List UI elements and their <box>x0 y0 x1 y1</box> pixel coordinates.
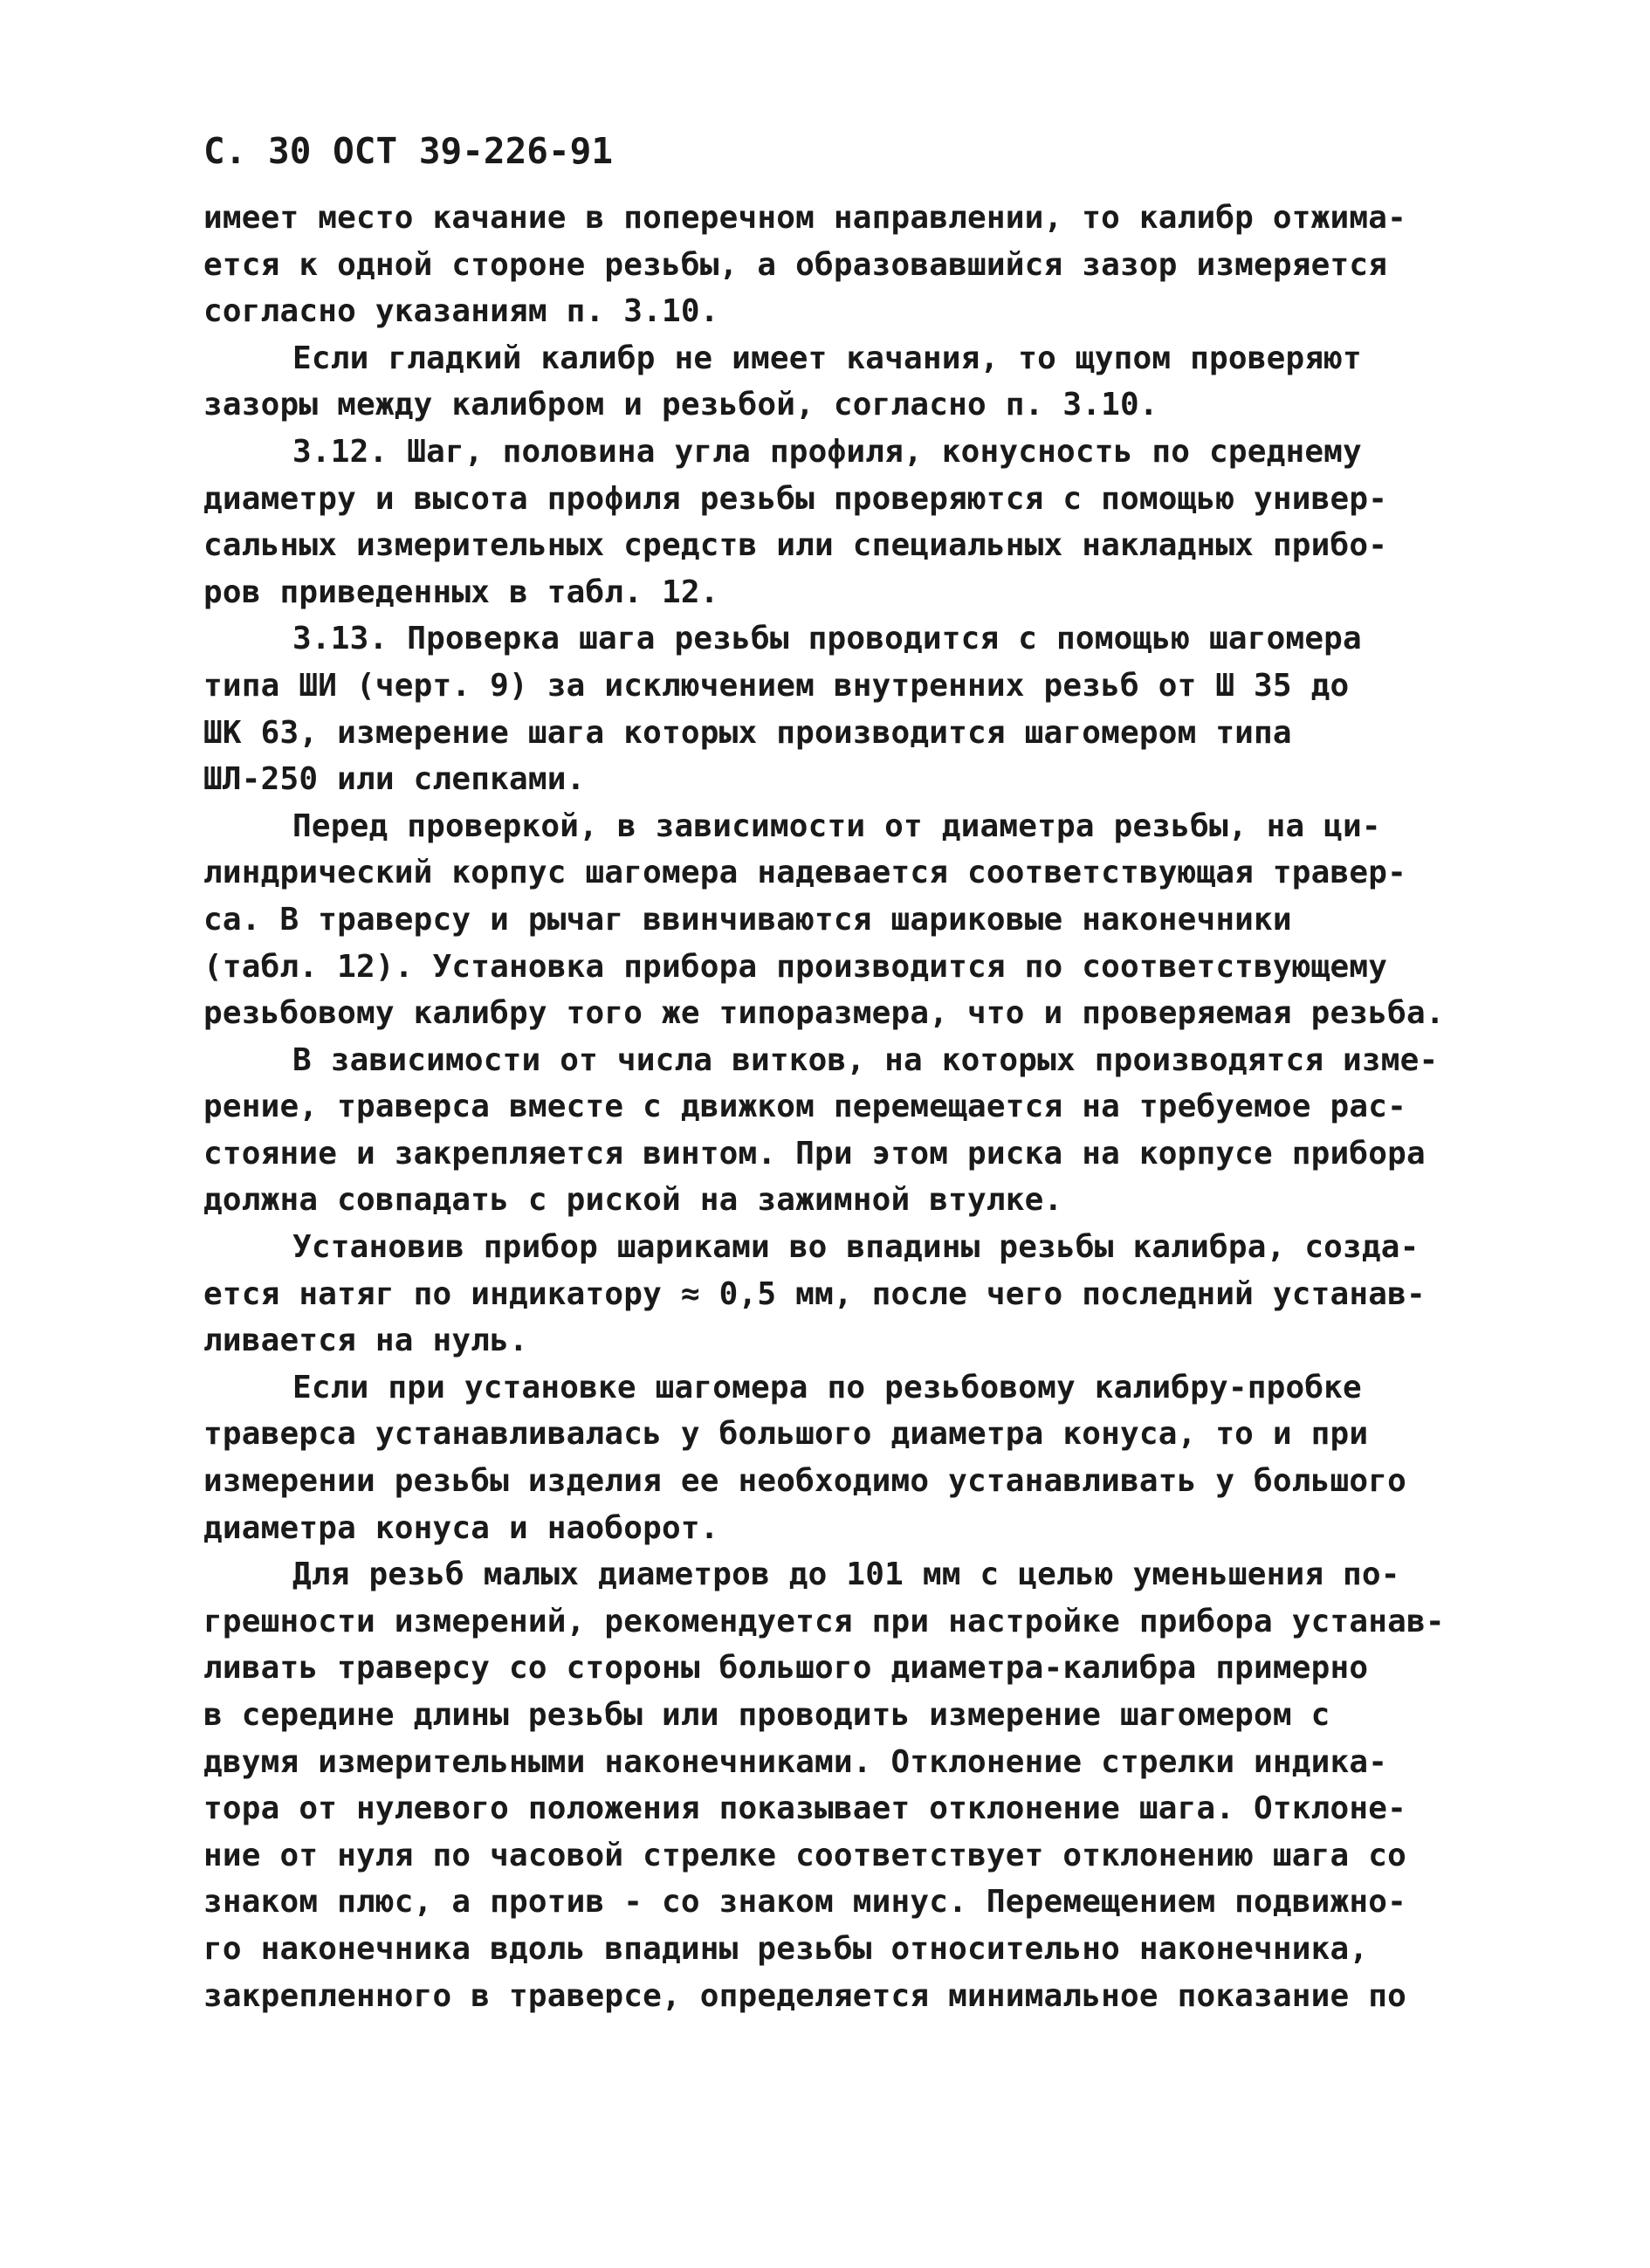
text-line: 3.13. Проверка шага резьбы проводится с помощью шагомера <box>292 621 1362 657</box>
text-line: (табл. 12). Установка прибора производится по соответствующему <box>203 948 1388 985</box>
body-text <box>203 195 1513 2019</box>
text-line: резьбовому калибру того же типоразмера, что и проверяемая резьба. <box>203 995 1445 1032</box>
text-line: ливать траверсу со стороны большого диаметра-калибра примерно <box>203 1650 1369 1687</box>
text-line: Если гладкий калибр не имеет качания, то щупом проверяют <box>292 340 1362 376</box>
text-line: ется натяг по индикатору ≈ 0,5 мм, после чего последний устанав- <box>203 1275 1426 1312</box>
page-header: С. 30 ОСТ 39-226-91 <box>203 130 613 172</box>
text-line: имеет место качание в поперечном направлении, то калибр отжима- <box>203 200 1407 236</box>
text-line: рение, траверса вместе с движком перемещается на требуемое рас- <box>203 1089 1407 1125</box>
text-line: диаметру и высота профиля резьбы проверяются с помощью универ- <box>203 480 1388 517</box>
text-line: согласно указаниям п. 3.10. <box>203 293 719 330</box>
text-line: ется к одной стороне резьбы, а образовавшийся зазор измеряется <box>203 246 1388 283</box>
text-line: траверса устанавливалась у большого диаметра конуса, то и при <box>203 1416 1369 1453</box>
text-line: Установив прибор шариками во впадины резьбы калибра, созда- <box>292 1229 1420 1266</box>
text-line: ние от нуля по часовой стрелке соответствует отклонению шага со <box>203 1837 1407 1873</box>
text-line: линдрический корпус шагомера надевается соответствующая травер- <box>203 855 1407 891</box>
text-line: ров приведенных в табл. 12. <box>203 574 719 610</box>
text-line: 3.12. Шаг, половина угла профиля, конусность по среднему <box>292 433 1362 470</box>
text-line: грешности измерений, рекомендуется при настройке прибора устанав- <box>203 1603 1445 1639</box>
text-line: диаметра конуса и наоборот. <box>203 1509 719 1546</box>
text-line: должна совпадать с риской на зажимной втулке. <box>203 1182 1063 1219</box>
text-line: Для резьб малых диаметров до 101 мм с целью уменьшения по- <box>292 1557 1400 1593</box>
text-line: тора от нулевого положения показывает отклонение шага. Отклоне- <box>203 1790 1407 1827</box>
text-line: ШК 63, измерение шага которых производится шагомером типа <box>203 714 1292 751</box>
text-line: двумя измерительными наконечниками. Отклонение стрелки индика- <box>203 1743 1388 1780</box>
text-line: Если при установке шагомера по резьбовому калибру-пробке <box>292 1369 1362 1405</box>
text-line: закрепленного в траверсе, определяется минимальное показание по <box>203 1977 1407 2014</box>
text-line: стояние и закрепляется винтом. При этом риска на корпусе прибора <box>203 1135 1426 1172</box>
text-line: сальных измерительных средств или специальных накладных прибо- <box>203 527 1388 564</box>
text-line: ливается на нуль. <box>203 1323 528 1359</box>
text-line: Перед проверкой, в зависимости от диаметра резьбы, на ци- <box>292 808 1381 844</box>
text-line: измерении резьбы изделия ее необходимо устанавливать у большого <box>203 1463 1407 1500</box>
text-line: го наконечника вдоль впадины резьбы относительно наконечника, <box>203 1930 1369 1967</box>
text-line: зазоры между калибром и резьбой, согласно п. 3.10. <box>203 387 1158 423</box>
text-line: В зависимости от числа витков, на которых производятся изме- <box>292 1041 1439 1078</box>
text-line: ШЛ-250 или слепками. <box>203 761 586 798</box>
text-line: са. В траверсу и рычаг ввинчиваются шариковые наконечники <box>203 901 1292 938</box>
text-line: типа ШИ (черт. 9) за исключением внутренних резьб от Ш 35 до <box>203 667 1350 704</box>
text-line: знаком плюс, а против - со знаком минус. Перемещением подвижно- <box>203 1884 1407 1921</box>
text-line: в середине длины резьбы или проводить измерение шагомером с <box>203 1697 1330 1733</box>
